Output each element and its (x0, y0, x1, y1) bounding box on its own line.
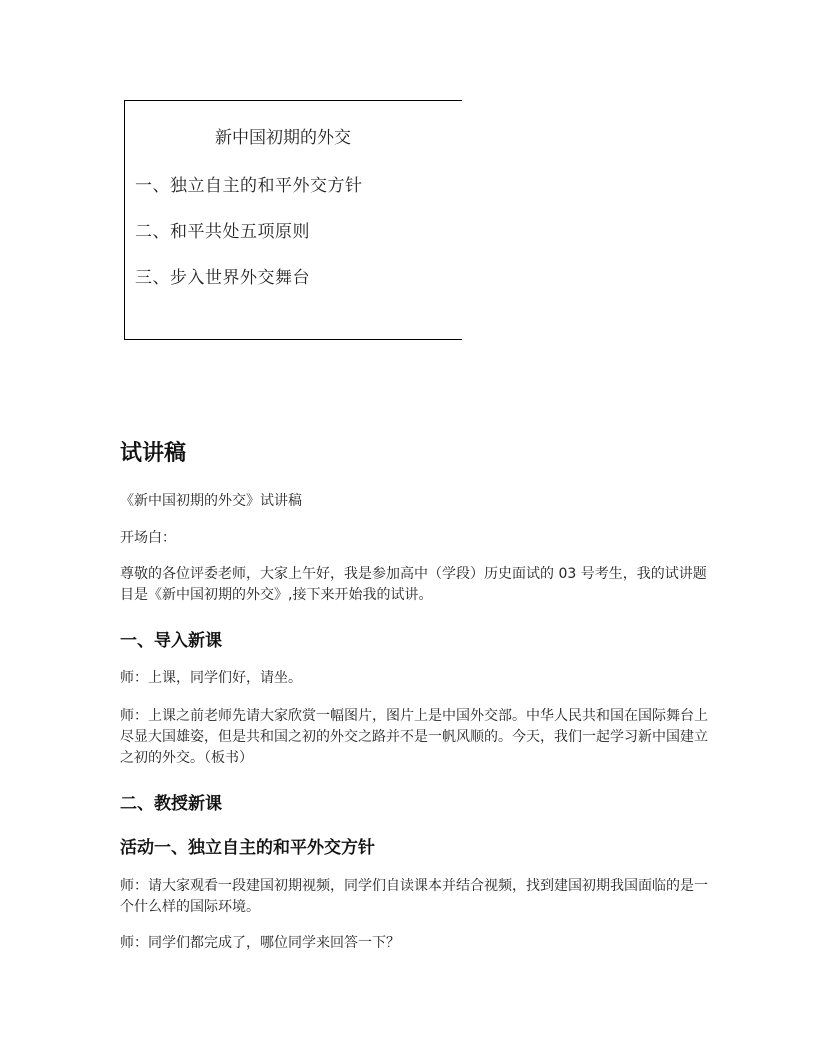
activity1-paragraph-1: 师：请大家观看一段建国初期视频，同学们自读课本并结合视频，找到建国初期我国面临的是一个什么样的国际环境。 (120, 878, 708, 915)
activity1-paragraph-2: 师：同学们都完成了，哪位同学来回答一下？ (120, 935, 400, 951)
intro-paragraph-1: 师：上课，同学们好，请坐。 (120, 670, 302, 686)
opening-paragraph: 尊敬的各位评委老师，大家上午好，我是参加高中（学段）历史面试的 03 号考生，我的试讲题目是《新中国初期的外交》,接下来开始我的试讲。 (120, 566, 707, 603)
doc-subtitle: 《新中国初期的外交》试讲稿 (120, 493, 302, 509)
board-item-3: 三、步入世界外交舞台 (135, 268, 310, 288)
blackboard-outline (124, 100, 462, 340)
intro-paragraph-2: 师：上课之前老师先请大家欣赏一幅图片，图片上是中国外交部。中华人民共和国在国际舞台上尽显大国雄姿，但是共和国之初的外交之路并不是一帆风顺的。今天，我们一起学习新中国建立之初的外交。（板书） (120, 708, 708, 766)
section-title-teaching: 二、教授新课 (120, 794, 222, 814)
board-item-2: 二、和平共处五项原则 (135, 222, 310, 242)
section-title-intro: 一、导入新课 (120, 631, 222, 651)
board-item-1: 一、独立自主的和平外交方针 (135, 176, 363, 196)
opening-label: 开场白： (120, 530, 176, 546)
page-heading: 试讲稿 (120, 441, 187, 466)
board-title: 新中国初期的外交 (215, 128, 351, 148)
activity-title-1: 活动一、独立自主的和平外交方针 (120, 838, 375, 858)
